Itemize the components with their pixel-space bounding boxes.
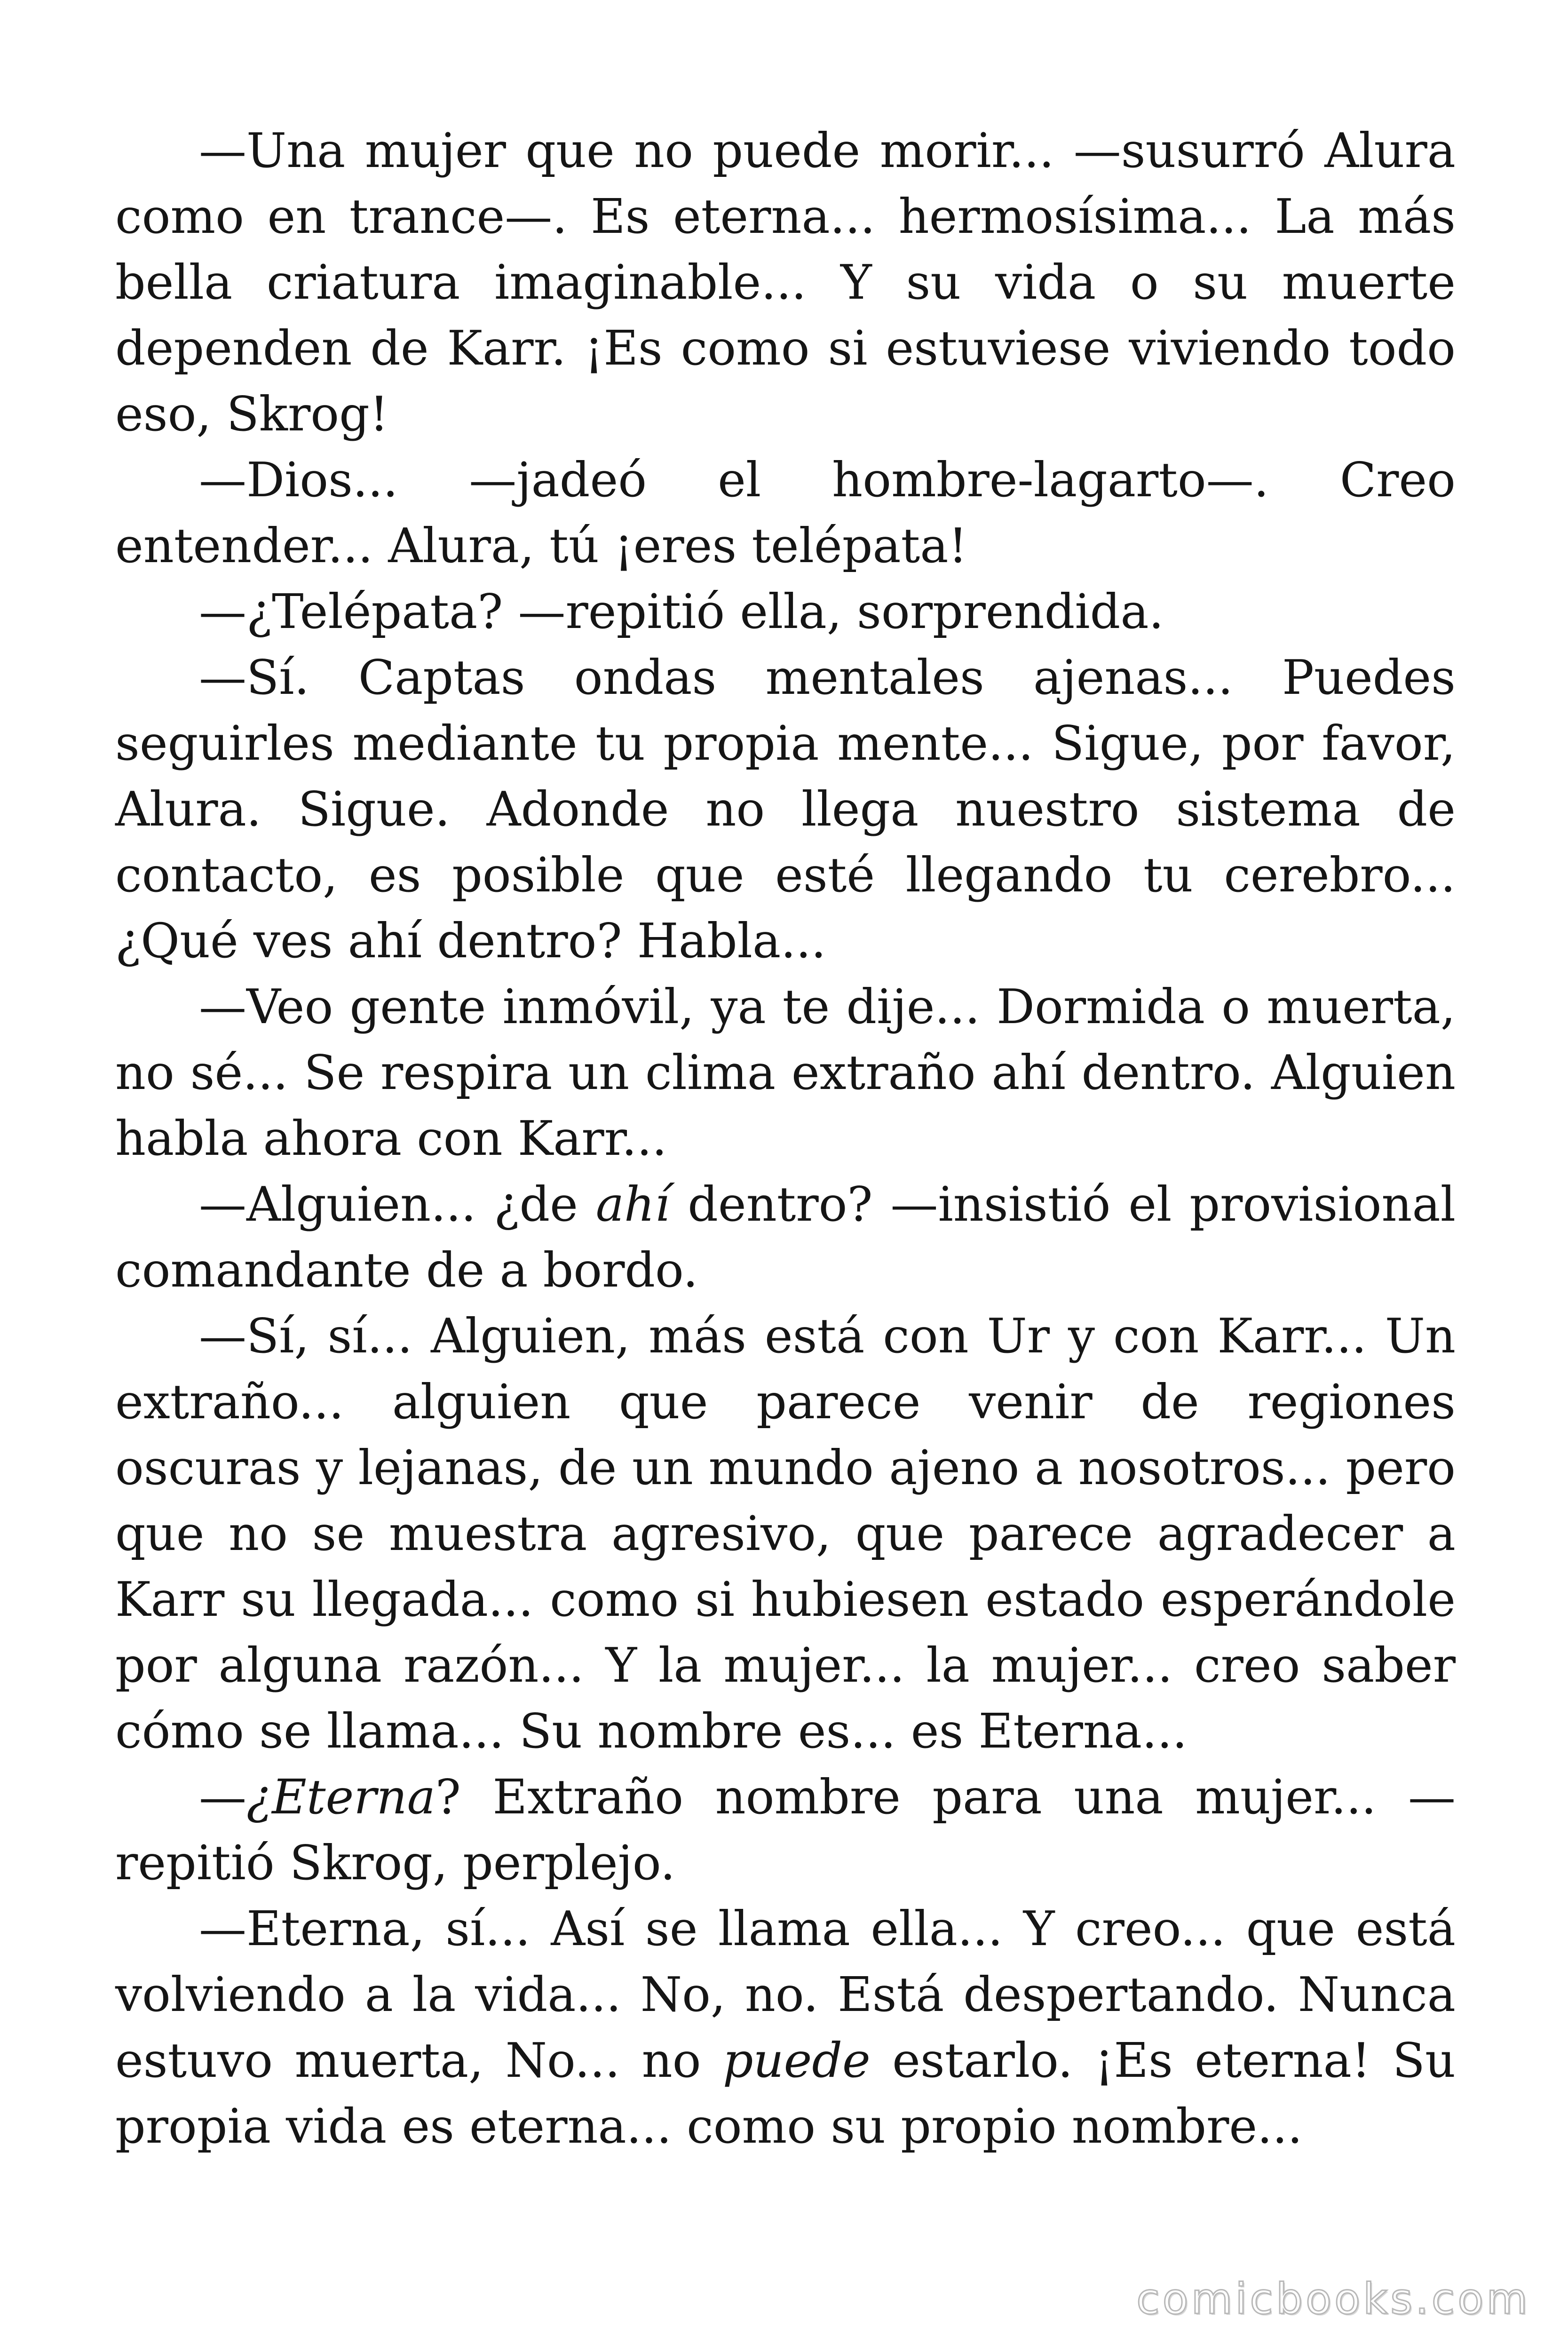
text-run: —Una mujer que no puede morir... —susurró Alura como en trance—. Es eterna... hermosísima... La más bella criatura imaginable... Y su vida o su muerte dependen de Karr. ¡Es como si estuviese viviendo todo eso, Skrog!	[115, 123, 1456, 442]
text-run: estarlo. ¡Es eterna! Su propia vida es eterna... como su propio nombre...	[115, 2033, 1456, 2154]
italic-text-run: puede	[722, 2033, 871, 2088]
text-run: —Sí, sí... Alguien, más está con Ur y con Karr... Un extraño... alguien que parece venir de regiones oscuras y lejanas, de un mundo ajeno a nosotros... pero que no se muestra agresivo, que parece agradecer a Karr su llegada... como si hubiesen estado esperándole por alguna razón... Y la mujer... la mujer... creo saber cómo se llama... Su nombre es... es Eterna...	[115, 1308, 1456, 1759]
paragraph-9	[115, 1896, 1456, 2159]
text-run: —	[199, 1769, 246, 1825]
watermark: comicbooks.com	[1136, 2274, 1530, 2324]
text-run: —Dios... —jadeó el hombre-lagarto—. Creo entender... Alura, tú ¡eres telépata!	[115, 452, 1456, 573]
paragraph-1	[115, 118, 1456, 447]
text-run: —¿Telépata? —repitió ella, sorprendida.	[199, 584, 1164, 639]
italic-text-run: ahí	[595, 1176, 670, 1232]
text-run: —Alguien... ¿de	[199, 1176, 596, 1232]
paragraph-7	[115, 1303, 1456, 1764]
paragraph-2	[115, 447, 1456, 579]
text-run: —Veo gente inmóvil, ya te dije... Dormida o muerta, no sé... Se respira un clima extraño ahí dentro. Alguien habla ahora con Karr...	[115, 979, 1456, 1166]
paragraph-3	[115, 579, 1456, 644]
text-run: dentro? —insistió el provisional comandante de a bordo.	[115, 1176, 1456, 1298]
text-run: —Eterna, sí... Así se llama ella... Y creo... que está volviendo a la vida... No, no. Está despertando. Nunca estuvo muerta, No... no	[115, 1901, 1456, 2088]
text-run: —Sí. Captas ondas mentales ajenas... Puedes seguirles mediante tu propia mente... Sigue, por favor, Alura. Sigue. Adonde no llega nuestro sistema de contacto, es posible que esté llegando tu cerebro... ¿Qué ves ahí dentro? Habla...	[115, 650, 1456, 969]
paragraph-5	[115, 974, 1456, 1171]
paragraph-6	[115, 1171, 1456, 1303]
book-page-text	[115, 118, 1456, 2159]
paragraph-8	[115, 1764, 1456, 1896]
italic-text-run: ¿Eterna	[246, 1769, 436, 1825]
text-run: ? Extraño nombre para una mujer... — repitió Skrog, perplejo.	[115, 1769, 1456, 1891]
paragraph-4	[115, 644, 1456, 974]
